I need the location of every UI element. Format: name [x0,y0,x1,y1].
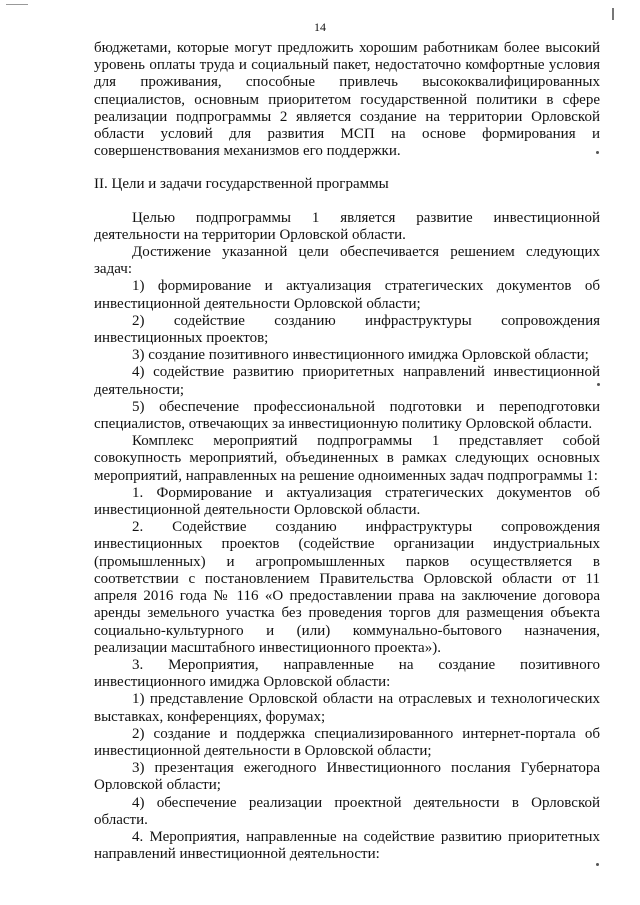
list-item: 1) формирование и актуализация стратегических документов об инвестиционной деятельности Орловской области; [94,278,600,312]
page-number: 14 [314,20,326,34]
scan-edge-mark [6,4,28,5]
list-item: 2. Содействие созданию инфраструктуры сопровождения инвестиционных проектов (содействие организации индустриальных (промышленных) и агропромышленных парков осуществляется в соответствии с постановлением Правительства Орловской области от 11 апреля 2016 года № 116 «О предоставлении права на заключение договора аренды земельного участка без проведения торгов для размещения объекта социально-культурного и (или) коммунально-бытового назначения, реализации масштабного инвестиционного проекта»). [94,519,600,656]
scan-speck [596,863,599,866]
list-item: 3) презентация ежегодного Инвестиционного послания Губернатора Орловской области; [94,760,600,794]
list-item: 1. Формирование и актуализация стратегических документов об инвестиционной деятельности Орловской области. [94,484,600,519]
list-item: 5) обеспечение профессиональной подготовки и переподготовки специалистов, отвечающих за инвестиционную политику Орловской области. [94,398,600,433]
paragraph: Комплекс мероприятий подпрограммы 1 представляет собой совокупность мероприятий, объединенных в рамках следующих основных мероприятий, направленных на решение одноименных задач подпрограммы 1: [94,433,600,484]
list-item: 2) создание и поддержка специализированного интернет-портала об инвестиционной деятельности в Орловской области; [94,725,600,759]
scan-speck [597,383,600,386]
list-item: 4. Мероприятия, направленные на содействие развитию приоритетных направлений инвестиционной деятельности: [94,828,600,863]
list-item: 3. Мероприятия, направленные на создание позитивного инвестиционного имиджа Орловской области: [94,656,600,691]
paragraph: бюджетами, которые могут предложить хорошим работникам более высокий уровень оплаты труда и социальный пакет, недостаточно комфортные условия для проживания, способные привлечь высококвалифицированных специалистов, основным приоритетом государственной политики в сфере реализации подпрограммы 2 является создание на территории Орловской области условий для развития МСП на основе формирования и совершенствования механизмов его поддержки. [94,40,600,160]
document-body [94,40,600,863]
list-item: 2) содействие созданию инфраструктуры сопровождения инвестиционных проектов; [94,312,600,347]
list-item: 1) представление Орловской области на отраслевых и технологических выставках, конференциях, форумах; [94,691,600,725]
paragraph: Целью подпрограммы 1 является развитие инвестиционной деятельности на территории Орловской области. [94,209,600,243]
paragraph: Достижение указанной цели обеспечивается решением следующих задач: [94,244,600,278]
list-item: 3) создание позитивного инвестиционного имиджа Орловской области; [132,347,589,364]
list-item: 4) содействие развитию приоритетных направлений инвестиционной деятельности; [94,364,600,398]
scan-speck [596,151,599,154]
list-item: 4) обеспечение реализации проектной деятельности в Орловской области. [94,794,600,828]
section-heading: II. Цели и задачи государственной программы [94,176,389,193]
scan-edge-mark-right [612,8,614,20]
